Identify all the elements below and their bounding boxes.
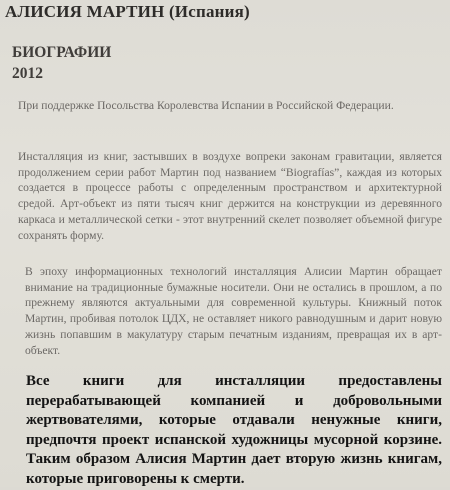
section-year: 2012 [12, 65, 43, 82]
era-paragraph: В эпоху информационных технологий инсталляция Алисии Мартин обращает внимание на традиционные бумажные носители. Они не остались в прошлом, а по прежнему являются актуальными для современной культуры. Книжный поток Мартин, пробивая потолок ЦДХ, не оставляет никого равнодушным и дарит новую жизнь попавшим в макулатуру старым печатным изданиям, превращая их в арт-объект. [25, 265, 442, 357]
section-heading: БИОГРАФИИ [12, 44, 112, 61]
installation-paragraph: Инсталляция из книг, застывших в воздухе вопреки законам гравитации, является продолжением серии работ Мартин под названием “Biografías”, каждая из которых создается в процессе работы с определенным пространством и архитектурной средой. Арт-объект из пяти тысяч книг держится на конструкции из деревянного каркаса и металлической сетки - этот внутренний скелет позволяет объемной фигуре сохранять форму. [18, 150, 442, 242]
support-paragraph: При поддержке Посольства Королевства Испании в Российской Федерации. [18, 99, 394, 112]
artist-title: АЛИСИЯ МАРТИН (Испания) [5, 2, 250, 21]
books-paragraph: Все книги для инсталляции предоставлены перерабатывающей компанией и добровольными жертвователями, которые отдавали ненужные книги, предпочтя проект испанской художницы мусорной корзине. Таким образом Алисия Мартин дает вторую жизнь книгам, которые приговорены к смерти. [26, 373, 442, 487]
